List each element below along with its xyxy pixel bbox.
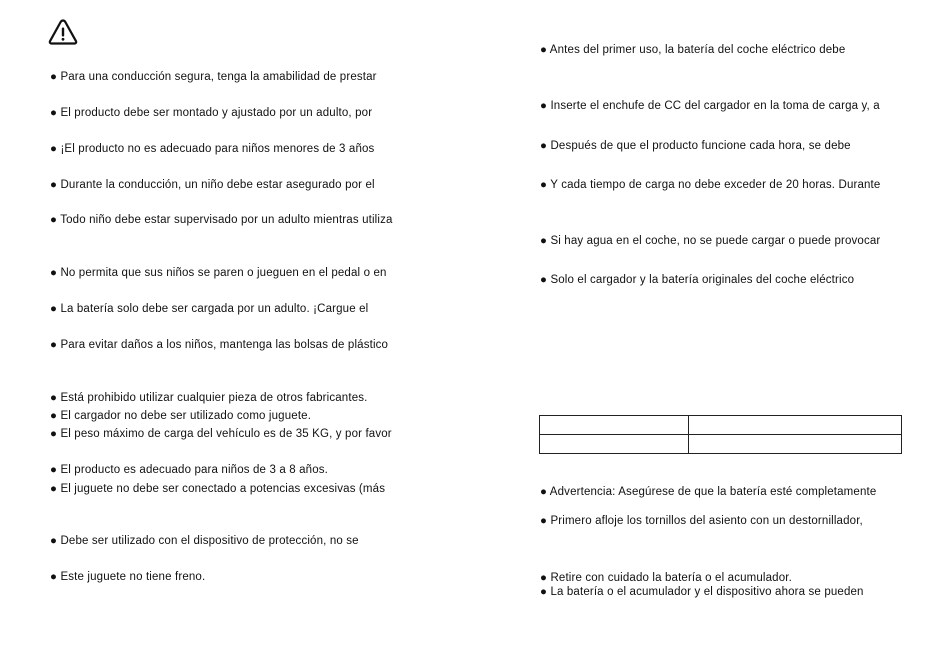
list-item: ● Si hay agua en el coche, no se puede cargar o puede provocar — [540, 235, 881, 247]
list-item: ● Primero afloje los tornillos del asiento con un destornillador, — [540, 515, 863, 527]
list-item: ● El producto es adecuado para niños de 3 a 8 años. — [50, 464, 329, 476]
table-row — [540, 435, 902, 454]
list-item: ● Está prohibido utilizar cualquier pieza de otros fabricantes. — [50, 392, 368, 404]
list-item: ● Para evitar daños a los niños, mantenga las bolsas de plástico — [50, 339, 389, 351]
table-cell — [689, 416, 902, 435]
table-row — [540, 416, 902, 435]
list-item: ● Y cada tiempo de carga no debe exceder de 20 horas. Durante — [540, 179, 881, 191]
list-item: ● La batería solo debe ser cargada por un adulto. ¡Cargue el — [50, 303, 369, 315]
list-item: ● No permita que sus niños se paren o jueguen en el pedal o en — [50, 267, 387, 279]
list-item: ● El producto debe ser montado y ajustado por un adulto, por — [50, 107, 373, 119]
list-item: ● ¡El producto no es adecuado para niños menores de 3 años — [50, 143, 375, 155]
list-item: ● Este juguete no tiene freno. — [50, 571, 206, 583]
list-item: ● Durante la conducción, un niño debe estar asegurado por el — [50, 179, 375, 191]
list-item: ● El juguete no debe ser conectado a potencias excesivas (más — [50, 483, 386, 495]
list-item: ● Antes del primer uso, la batería del coche eléctrico debe — [540, 44, 846, 56]
list-item: ● Debe ser utilizado con el dispositivo de protección, no se — [50, 535, 359, 547]
list-item: ● Inserte el enchufe de CC del cargador en la toma de carga y, a — [540, 100, 880, 112]
spec-table — [539, 415, 902, 454]
list-item: ● Retire con cuidado la batería o el acumulador. — [540, 572, 792, 584]
table-cell — [689, 435, 902, 454]
list-item: ● Para una conducción segura, tenga la amabilidad de prestar — [50, 71, 377, 83]
list-item: ● Advertencia: Asegúrese de que la batería esté completamente — [540, 486, 877, 498]
list-item: ● Después de que el producto funcione cada hora, se debe — [540, 140, 851, 152]
table-cell — [540, 435, 689, 454]
list-item: ● La batería o el acumulador y el dispositivo ahora se pueden — [540, 586, 864, 598]
table-cell — [540, 416, 689, 435]
list-item: ● Todo niño debe estar supervisado por un adulto mientras utiliza — [50, 214, 393, 226]
list-item: ● El peso máximo de carga del vehículo es de 35 KG, y por favor — [50, 428, 392, 440]
warning-triangle-icon — [48, 18, 78, 46]
list-item: ● Solo el cargador y la batería originales del coche eléctrico — [540, 274, 855, 286]
list-item: ● El cargador no debe ser utilizado como juguete. — [50, 410, 312, 422]
